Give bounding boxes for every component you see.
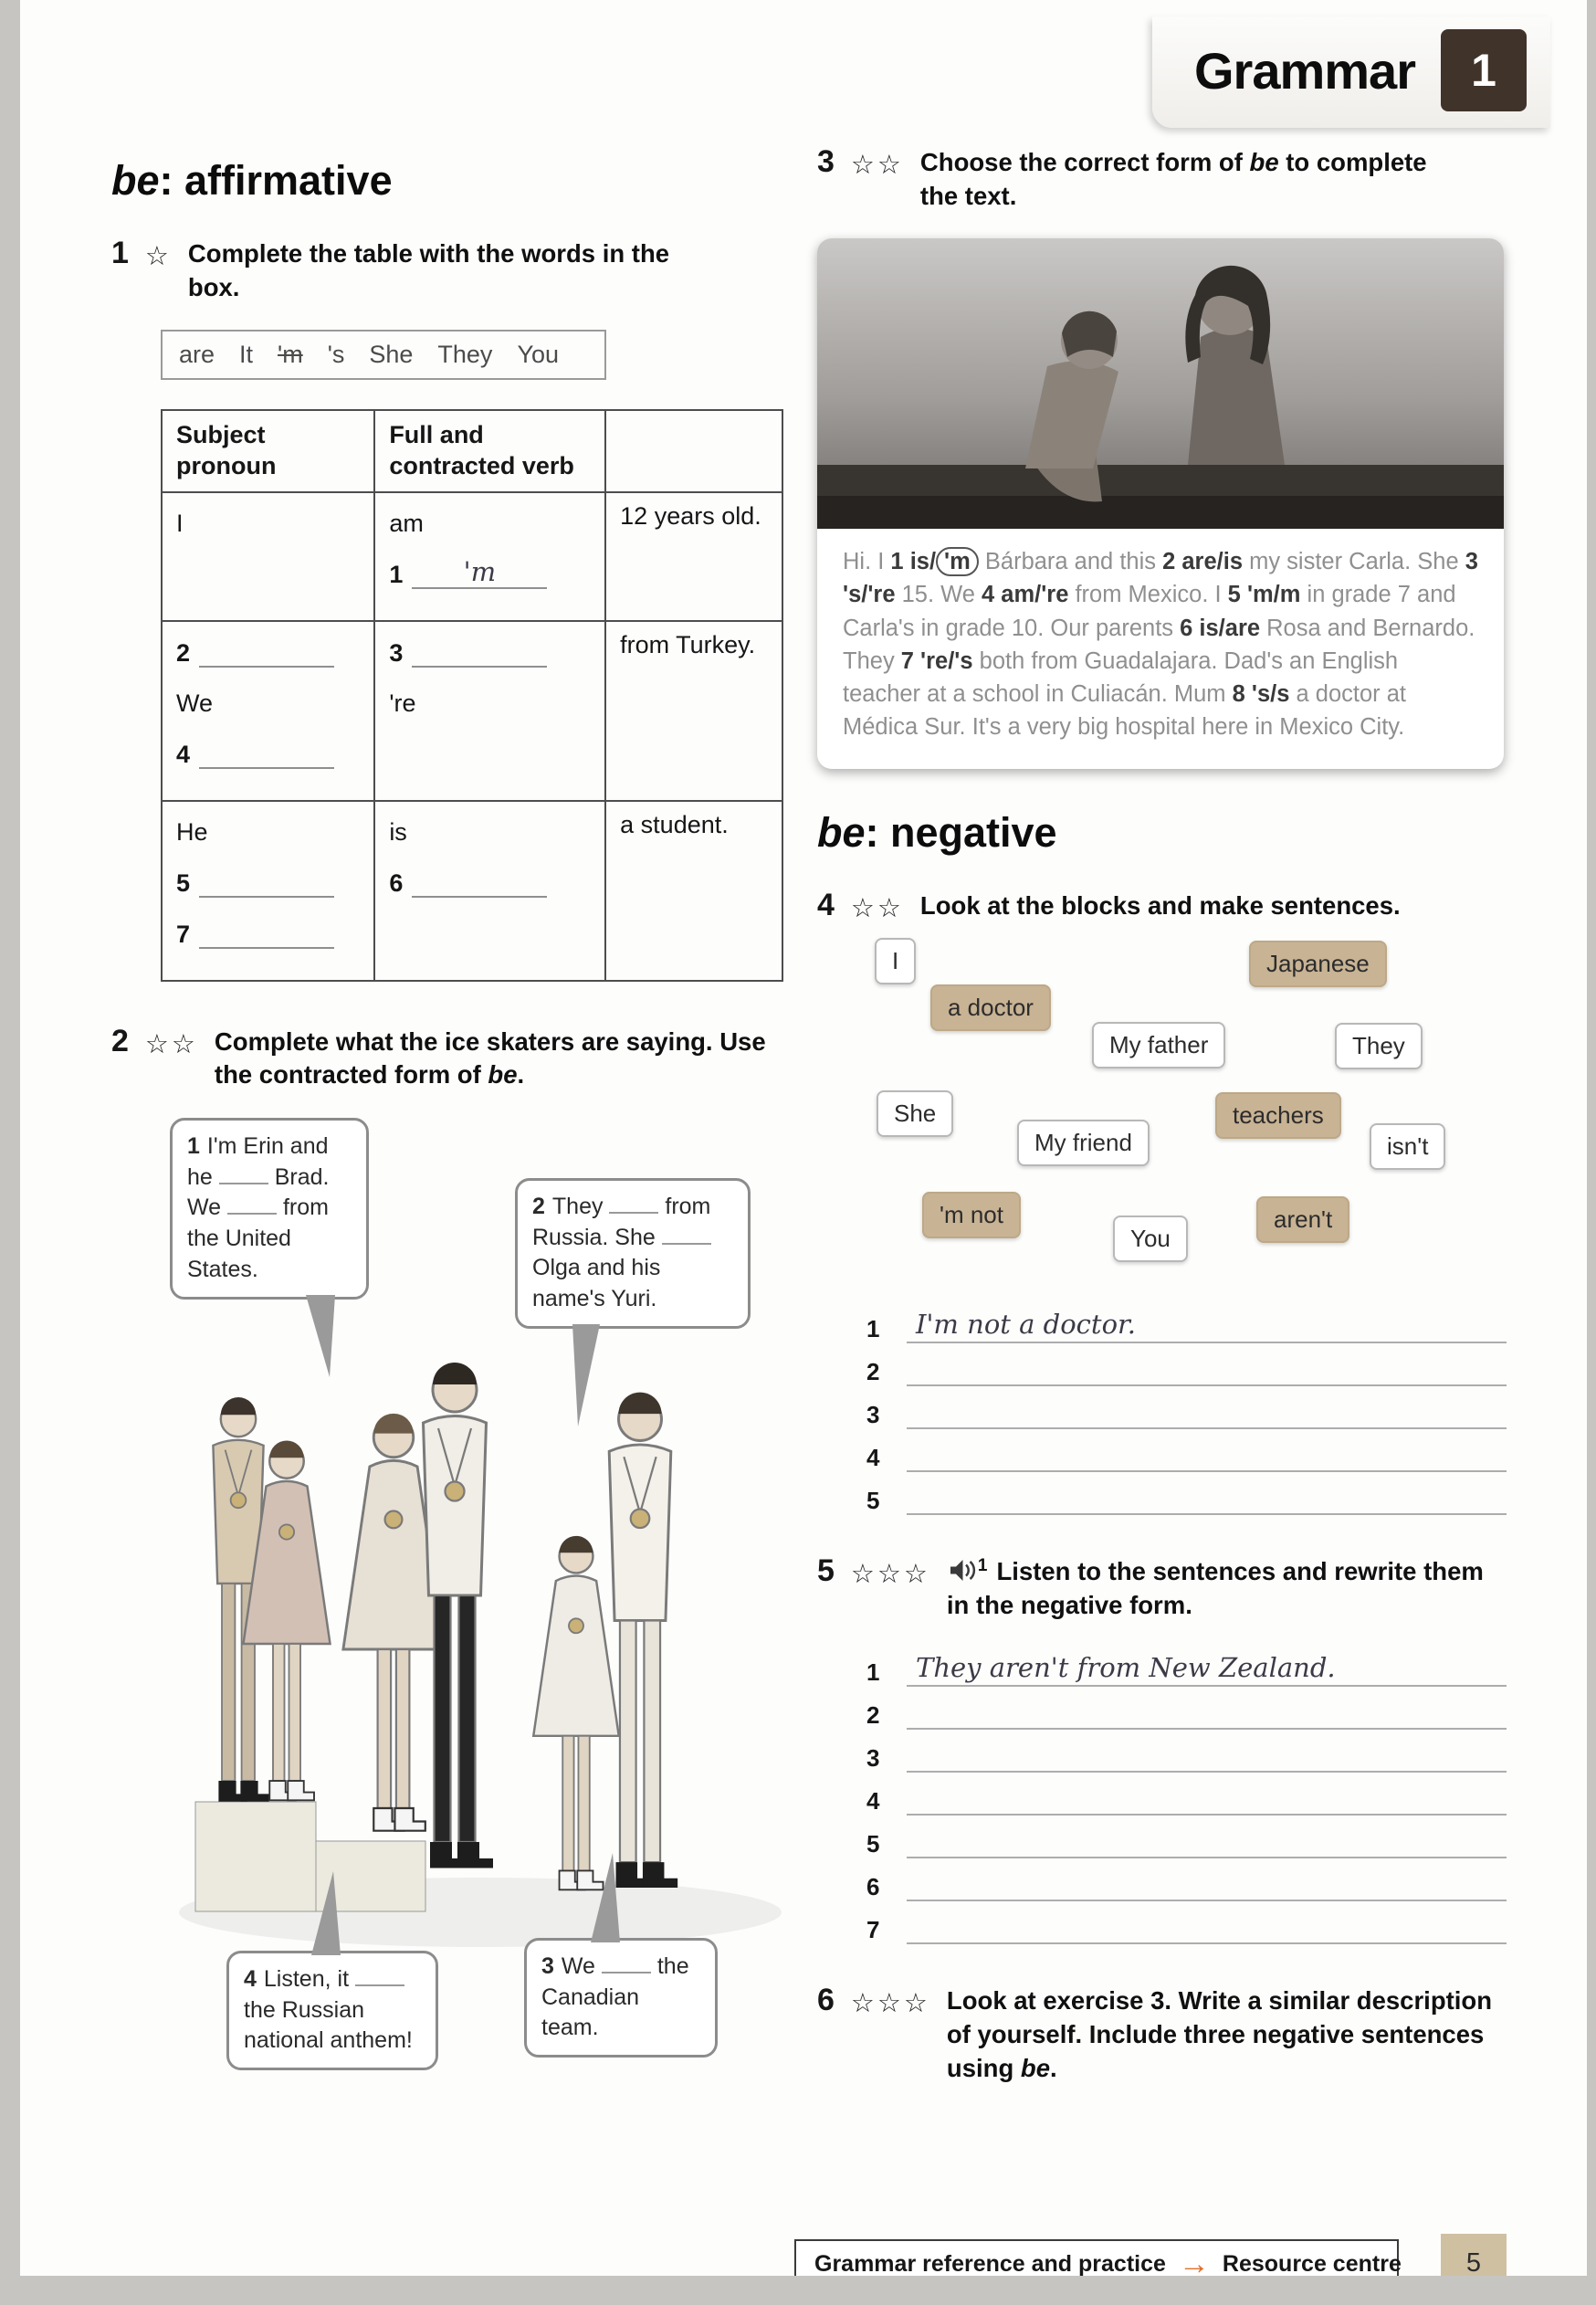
writing-line[interactable] [907, 1901, 1507, 1944]
left-column [111, 157, 801, 2154]
word-block[interactable]: a doctor [930, 984, 1051, 1031]
arrow-icon: → [1178, 2246, 1210, 2276]
answer-blank[interactable] [412, 555, 547, 589]
bubble-tail [572, 1324, 600, 1426]
writing-line[interactable] [907, 1644, 1507, 1687]
answer-blank[interactable] [199, 638, 334, 668]
footer-reference-label: Grammar reference and practice [814, 2250, 1166, 2276]
answer-line[interactable] [866, 1687, 1507, 1730]
table-cell: He 5 7 [162, 801, 374, 981]
word-block[interactable]: You [1113, 1216, 1188, 1262]
writing-line[interactable] [907, 1687, 1507, 1730]
table-cell: 2 We 4 [162, 621, 374, 801]
answer-line[interactable] [866, 1386, 1507, 1429]
exercise6-instruction: Look at exercise 3. Write a similar description of yourself. Include three negative sentences using be. [946, 1986, 1493, 2082]
exercise3-text[interactable]: Hi. I 1 is/ 'm Bárbara and this 2 are/is my sister Carla. She 3 's/'re 15. We 4 am/'re from Mexico. I 5 'm/m in grade 7 and Carla's in grade 10. Our parents 6 is/are Rosa and Bernardo. They 7 're/'s both from Guadalajara. Dad's an English teacher at a school in Culiacán. Mum 8 's/s a doctor at Médica Sur. It's a very big hospital here in Mexico City. [843, 549, 1478, 741]
writing-line[interactable] [907, 1472, 1507, 1515]
page-title: Grammar [1193, 41, 1415, 100]
bubble-number: 4 [244, 1965, 257, 1992]
exercise4-instruction: Look at the blocks and make sentences. [919, 891, 1401, 921]
exercise-number: 4 [817, 888, 835, 923]
line-number: 2 [866, 1701, 880, 1730]
line-number: 3 [866, 1744, 880, 1773]
exercise3-instruction: Choose the correct form of be to complete the text. [919, 148, 1427, 210]
blank-number: 4 [176, 740, 191, 768]
blank-number: 1 [389, 560, 404, 588]
writing-line[interactable] [907, 1343, 1507, 1386]
audio-track-number: 1 [977, 1556, 988, 1576]
difficulty-stars: ☆☆ [850, 894, 904, 924]
exercise5-answer-lines [866, 1644, 1507, 1944]
workbook-page [20, 0, 1587, 2276]
word-block[interactable]: My friend [1017, 1120, 1150, 1166]
bubble-text: We the Canadian team. [541, 1952, 689, 2041]
exercise4-header [817, 889, 1507, 924]
line-number: 2 [866, 1358, 880, 1386]
line-number: 6 [866, 1873, 880, 1901]
bubble-tail [591, 1853, 620, 1942]
unit-number-badge: 1 [1441, 29, 1527, 111]
exercise2-instruction: Complete what the ice skaters are saying. Use the contracted form of be. [214, 1026, 766, 1089]
bubble-number: 1 [187, 1132, 200, 1159]
exercise-number: 2 [111, 1023, 129, 1058]
answer-blank[interactable] [412, 868, 547, 898]
answer-line[interactable] [866, 1472, 1507, 1515]
blank-number: 3 [389, 638, 404, 667]
line-number: 7 [866, 1916, 880, 1944]
answer-line[interactable] [866, 1429, 1507, 1472]
table-header [605, 410, 782, 492]
bubble-text: They from Russia. She Olga and his name's Yuri. [532, 1193, 711, 1311]
word-block[interactable]: aren't [1256, 1196, 1349, 1243]
difficulty-stars: ☆☆ [850, 151, 904, 180]
word-block[interactable]: I [875, 938, 916, 984]
table-cell: am 1 'm [374, 492, 605, 621]
exercise1-instruction: Complete the table with the words in the box. [187, 239, 670, 301]
line-number: 5 [866, 1487, 880, 1515]
writing-line[interactable] [907, 1386, 1507, 1429]
writing-line[interactable] [907, 1858, 1507, 1901]
bubble-number: 2 [532, 1193, 545, 1219]
exercise3-card [817, 238, 1504, 769]
difficulty-stars: ☆☆☆ [850, 1989, 930, 2019]
audio-icon[interactable] [949, 1558, 988, 1583]
word-box[interactable]: are It 'm 's She They You [161, 330, 606, 380]
table-cell: is 6 [374, 801, 605, 981]
answer-line[interactable] [866, 1343, 1507, 1386]
line-number: 4 [866, 1787, 880, 1816]
line-number: 1 [866, 1658, 880, 1687]
line-number: 5 [866, 1830, 880, 1858]
bubble-text: Listen, it the Russian national anthem! [244, 1965, 413, 2054]
blank-number: 6 [389, 868, 404, 897]
answer-blank[interactable] [199, 920, 334, 949]
answer-line[interactable] [866, 1644, 1507, 1687]
ice-skaters-scene [161, 1118, 800, 2154]
page-number: 5 [1441, 2234, 1507, 2276]
right-column [817, 146, 1507, 2110]
answer-blank[interactable] [227, 1195, 277, 1215]
writing-line[interactable] [907, 1816, 1507, 1858]
speech-bubble [524, 1938, 718, 2058]
exercise3-header [817, 146, 1507, 213]
writing-line[interactable] [907, 1730, 1507, 1773]
exercise6-header [817, 1984, 1507, 2085]
blank-number: 5 [176, 868, 191, 897]
exercise1-header [111, 237, 801, 304]
answer-line[interactable] [866, 1300, 1507, 1343]
answer-line[interactable] [866, 1773, 1507, 1816]
table-cell: 3 're [374, 621, 605, 801]
table-header: Subject pronoun [162, 410, 374, 492]
answer-line[interactable] [866, 1858, 1507, 1901]
exercise-number: 6 [817, 1983, 835, 2018]
handwritten-answer: I'm not a doctor. [916, 1309, 1136, 1341]
bubble-tail [306, 1295, 335, 1377]
exercise-number: 3 [817, 144, 835, 179]
handwritten-answer: They aren't from New Zealand. [916, 1652, 1336, 1684]
writing-line[interactable] [907, 1773, 1507, 1816]
handwritten-answer: 'm [463, 555, 497, 587]
exercise5-instruction: 1 Listen to the sentences and rewrite them in the negative form. [946, 1556, 1484, 1619]
word-block[interactable]: My father [1092, 1022, 1225, 1068]
answer-line[interactable] [866, 1730, 1507, 1773]
word-block[interactable]: teachers [1215, 1092, 1341, 1139]
word-block[interactable]: isn't [1370, 1123, 1445, 1170]
speech-bubble [226, 1951, 438, 2070]
section-title-negative: be: negative [817, 809, 1057, 857]
answer-blank[interactable] [609, 1194, 658, 1214]
difficulty-stars: ☆☆☆ [850, 1560, 930, 1590]
difficulty-stars: ☆ [144, 242, 172, 271]
exercise5-header [817, 1555, 1507, 1622]
footer-reference-bar [794, 2239, 1402, 2276]
difficulty-stars: ☆☆ [144, 1029, 198, 1059]
answer-blank[interactable] [602, 1953, 651, 1973]
blank-number: 7 [176, 920, 191, 948]
table-cell: I [162, 492, 374, 621]
word-block[interactable]: 'm not [922, 1192, 1021, 1238]
writing-line[interactable] [907, 1300, 1507, 1343]
answer-blank[interactable] [219, 1164, 268, 1184]
speech-bubble [170, 1118, 369, 1300]
word-block[interactable]: She [877, 1090, 953, 1137]
answer-blank[interactable] [355, 1966, 404, 1986]
exercise2-header [111, 1023, 801, 1092]
answer-line[interactable] [866, 1901, 1507, 1944]
answer-blank[interactable] [662, 1225, 711, 1245]
answer-blank[interactable] [412, 638, 547, 668]
header-tab [1152, 16, 1550, 128]
table-cell: a student. [605, 801, 782, 981]
footer-resource-link[interactable]: Resource centre [1222, 2250, 1402, 2276]
table-header: Full and contracted verb [374, 410, 605, 492]
line-number: 4 [866, 1444, 880, 1472]
exercise-number: 5 [817, 1553, 835, 1589]
answer-blank[interactable] [199, 740, 334, 769]
word-blocks [866, 933, 1506, 1279]
exercise4-answer-lines [866, 1300, 1507, 1515]
line-number: 3 [866, 1401, 880, 1429]
writing-line[interactable] [907, 1429, 1507, 1472]
section-title-affirmative: be: affirmative [111, 157, 393, 204]
word-block[interactable]: They [1335, 1023, 1423, 1069]
table-cell: 12 years old. [605, 492, 782, 621]
table-cell: from Turkey. [605, 621, 782, 801]
bubble-number: 3 [541, 1952, 554, 1979]
sisters-photo [817, 238, 1504, 529]
blank-number: 2 [176, 638, 191, 667]
word-block[interactable]: Japanese [1249, 941, 1387, 987]
ice-skaters-illustration [161, 1282, 800, 1976]
exercise-number: 1 [111, 236, 129, 270]
line-number: 1 [866, 1315, 880, 1343]
bubble-text: I'm Erin and he Brad. We from the United States. [187, 1132, 330, 1282]
grammar-table [161, 409, 783, 982]
speech-bubble [515, 1178, 751, 1329]
answer-blank[interactable] [199, 868, 334, 898]
bubble-tail [311, 1871, 341, 1955]
answer-line[interactable] [866, 1816, 1507, 1858]
